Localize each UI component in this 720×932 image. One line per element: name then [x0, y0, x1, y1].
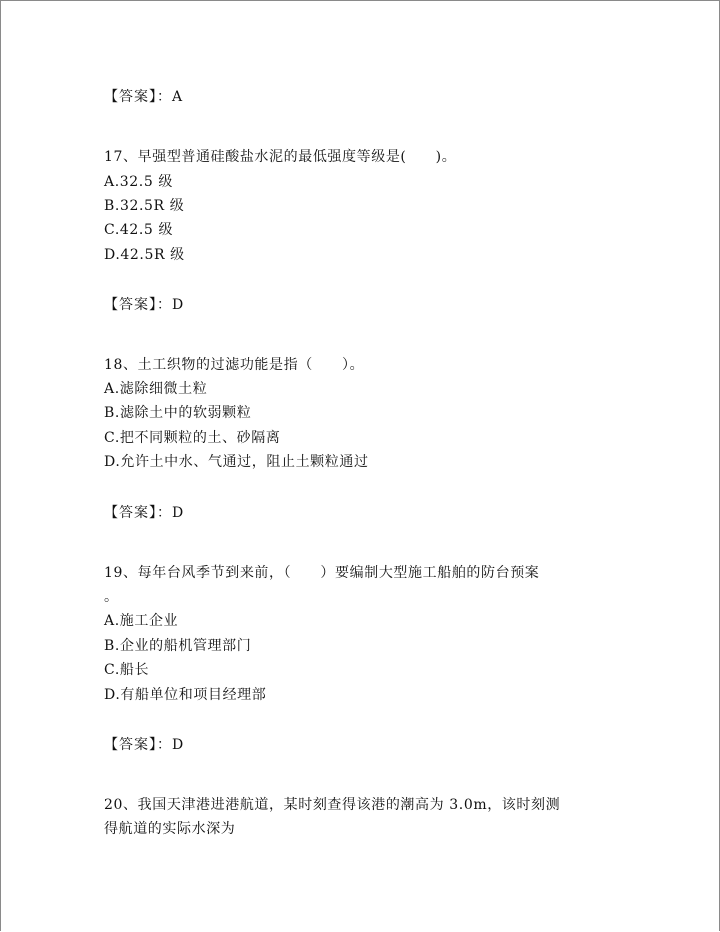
option-18-a: A.滤除细微土粒: [104, 381, 208, 397]
option-17-d: D.42.5R 级: [104, 247, 185, 263]
option-17-c: C.42.5 级: [104, 222, 174, 238]
question-18-text: 18、土工织物的过滤功能是指（ ）。: [104, 357, 365, 373]
answer-line: 【答案】：A: [104, 89, 184, 105]
option-19-c: C.船长: [104, 662, 150, 678]
option-18-c: C.把不同颗粒的土、砂隔离: [104, 430, 281, 446]
question-19-text: 19、每年台风季节到来前，（ ）要编制大型施工船舶的防台预案: [104, 565, 540, 581]
question-20-text: 20、我国天津港进港航道，某时刻查得该港的潮高为 3.0m，该时刻测: [104, 797, 561, 813]
question-20-text-cont: 得航道的实际水深为: [104, 821, 236, 837]
option-18-b: B.滤除土中的软弱颗粒: [104, 405, 252, 421]
option-19-d: D.有船单位和项目经理部: [104, 687, 267, 703]
answer-line: 【答案】：D: [104, 737, 185, 753]
option-17-b: B.32.5R 级: [104, 198, 185, 214]
answer-line: 【答案】：D: [104, 505, 185, 521]
option-19-b: B.企业的船机管理部门: [104, 638, 252, 654]
answer-line: 【答案】：D: [104, 297, 185, 313]
option-17-a: A.32.5 级: [104, 174, 173, 190]
option-18-d: D.允许土中水、气通过，阻止土颗粒通过: [104, 454, 369, 470]
option-19-a: A.施工企业: [104, 613, 179, 629]
question-19-text-cont: 。: [104, 589, 119, 605]
question-17-text: 17、早强型普通硅酸盐水泥的最低强度等级是( )。: [104, 149, 457, 165]
